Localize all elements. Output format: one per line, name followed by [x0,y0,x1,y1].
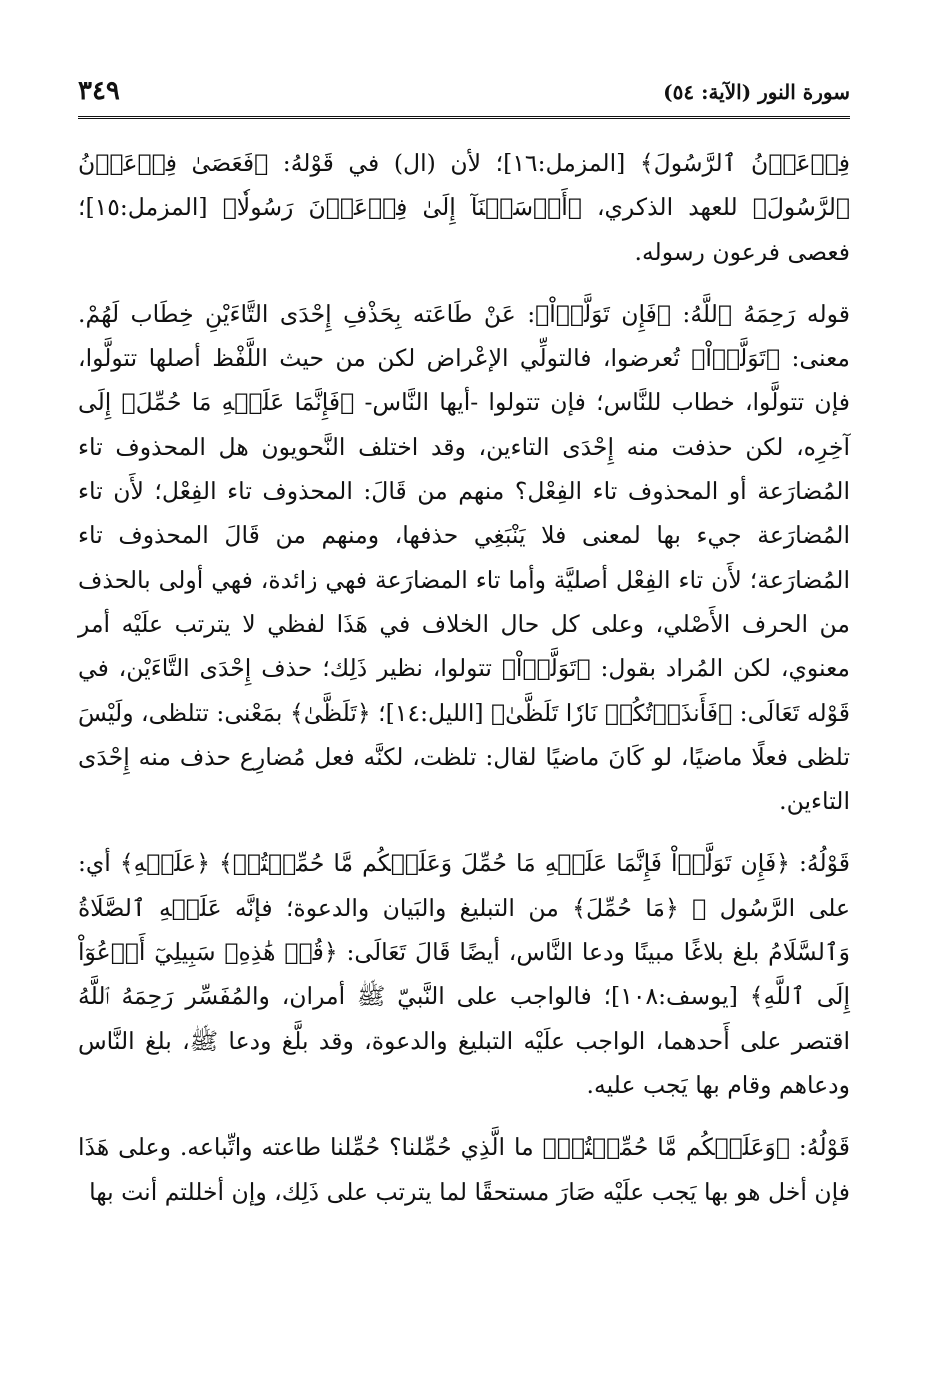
paragraph-3: قَوْلُهُ: ﴿فَإِن تَوَلَّوۡاْ فَإِنَّمَا عَلَيۡهِ مَا حُمِّلَ وَعَلَيۡكُم مَّا حُمِّلۡتُمۡ﴾ ﴿عَلَيۡهِ﴾ أي: على الرَّسُول ﷺ ﴿مَا حُمِّلَ﴾ من التبليغ والبَيان والدعوة؛ فإنَّه عَلَيۡهِ ٱلصَّلَاةُ وَٱلسَّلَامُ بلغ بلاغًا مبينًا ودعا النَّاس، أيضًا قَالَ تَعَالَى: ﴿قُلۡ هَٰذِهِۦ سَبِيلِيٓ أَدۡعُوٓاْ إِلَى ٱللَّهِ﴾ [يوسف:١٠٨]؛ فالواجب على النَّبيّ ﷺ أمران، والمُفَسِّر رَحِمَهُ ٱللَّهُ اقتصر على أَحدهما، الواجب علَيْه التبليغ والدعوة، وقد بلَّغ ودعا ﷺ، بلغ النَّاس ودعاهم وقام بها يَجب عليه. [78,849,850,1099]
document-page [78,70,850,1350]
page-number: ٣٤٩ [78,76,120,106]
page-body [78,119,850,1214]
running-header [78,70,850,119]
paragraph-4: قَوْلُهُ: ﴿وَعَلَيۡكُم مَّا حُمِّلۡتُمۡ﴾ ما الَّذِي حُمِّلنا؟ حُمِّلنا طاعته واتِّباعه. وعلى هَذَا فإن أخل هو بها يَجب علَيْه صَارَ مستحقًا لما يترتب على ذَلِك، وإن أخللتم أنت بها [78,1133,850,1206]
paragraph-1: فِرۡعَوۡنُ ٱلرَّسُولَ﴾ [المزمل:١٦]؛ لأن (ال) في قَوْلهُ: ﴿فَعَصَىٰ فِرۡعَوۡنُ ٱلرَّسُولَ﴾ للعهد الذكري، ﴿أَرۡسَلۡنَآ إِلَىٰ فِرۡعَوۡنَ رَسُولٗا﴾ [المزمل:١٥]؛ فعصى فرعون رسوله. [78,149,850,266]
surah-title: سورة النور (الآية: ٥٤) [663,80,850,104]
paragraph-2: قوله رَحِمَهُ ٱللَّهُ: ﴿فَإِن تَوَلَّوۡاْ﴾: عَنْ طَاعَته بِحَذْفِ إِحْدَى التَّاءَيْنِ خِطَاب لَهُمْ. معنى: ﴿تَوَلَّوۡاْ﴾ تُعرضوا، فالتولِّي الإعْراض لكن من حيث اللَّفْظ أصلها تتولَّوا، فإن تتولَّوا، خطاب للنَّاس؛ فإن تتولوا -أيها النَّاس- ﴿فَإِنَّمَا عَلَيۡهِ مَا حُمِّلَ﴾ إِلَى آخِرِه، لكن حذفت منه إِحْدَى التاءين، وقد اختلف النَّحويون هل المحذوف تاء المُضارَعة أو المحذوف تاء الفِعْل؟ منهم من قَالَ: المحذوف تاء الفِعْل؛ لأَن تاء المُضارَعة جيء بها لمعنى فلا يَنْبَغِي حذفها، ومنهم من قَالَ المحذوف تاء المُضارَعة؛ لأَن تاء الفِعْل أصليَّة وأما تاء المضارَعة فهي زائدة، فهي أولى بالحذف من الحرف الأَصْلي، وعلى كل حال الخلاف في هَذَا لفظي لا يترتب علَيْه أمر معنوي، لكن المُراد بقول: ﴿تَوَلَّوۡاْ﴾ تتولوا، نظير ذَلِك؛ حذف إِحْدَى التَّاءَيْن، في قَوْله تَعَالَى: ﴿فَأَنذَرۡتُكُمۡ نَارٗا تَلَظَّىٰ﴾ [الليل:١٤]؛ ﴿تَلَظَّىٰ﴾ بمَعْنى: تتلظى، ولَيْسَ تلظى فعلًا ماضيًا، لو كَانَ ماضيًا لقال: تلظت، لكنَّه فعل مُضارِع حذف منه إِحْدَى التاءين. [78,299,850,816]
